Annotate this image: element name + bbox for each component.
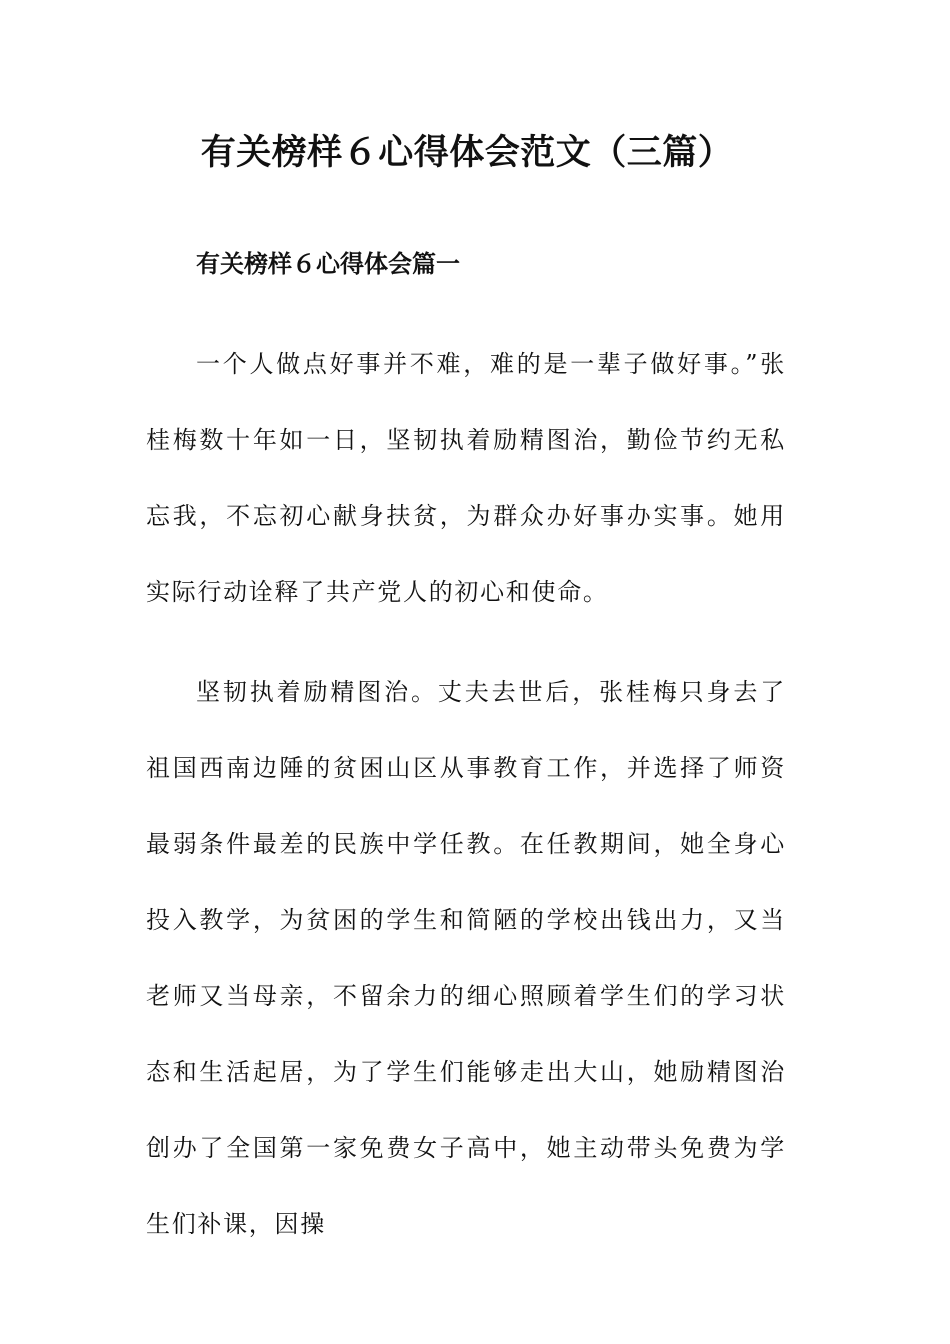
section-heading: 有关榜样６心得体会篇一 xyxy=(196,250,460,278)
body-paragraph-1: 一个人做点好事并不难，难的是一辈子做好事。”张桂梅数十年如一日，坚韧执着励精图治，勤俭节约无私忘我，不忘初心献身扶贫，为群众办好事办实事。她用实际行动诠释了共产党人的初心和使命。 xyxy=(146,350,786,606)
document-title: 有关榜样６心得体会范文（三篇） xyxy=(200,133,734,173)
body-paragraph-2: 坚韧执着励精图治。丈夫去世后，张桂梅只身去了祖国西南边陲的贫困山区从事教育工作，并选择了师资最弱条件最差的民族中学任教。在任教期间，她全身心投入教学，为贫困的学生和简陋的学校出钱出力，又当老师又当母亲，不留余力的细心照顾着学生们的学习状态和生活起居，为了学生们能够走出大山，她励精图治创办了全国第一家免费女子高中，她主动带头免费为学生们补课，因操 xyxy=(146,678,786,1238)
